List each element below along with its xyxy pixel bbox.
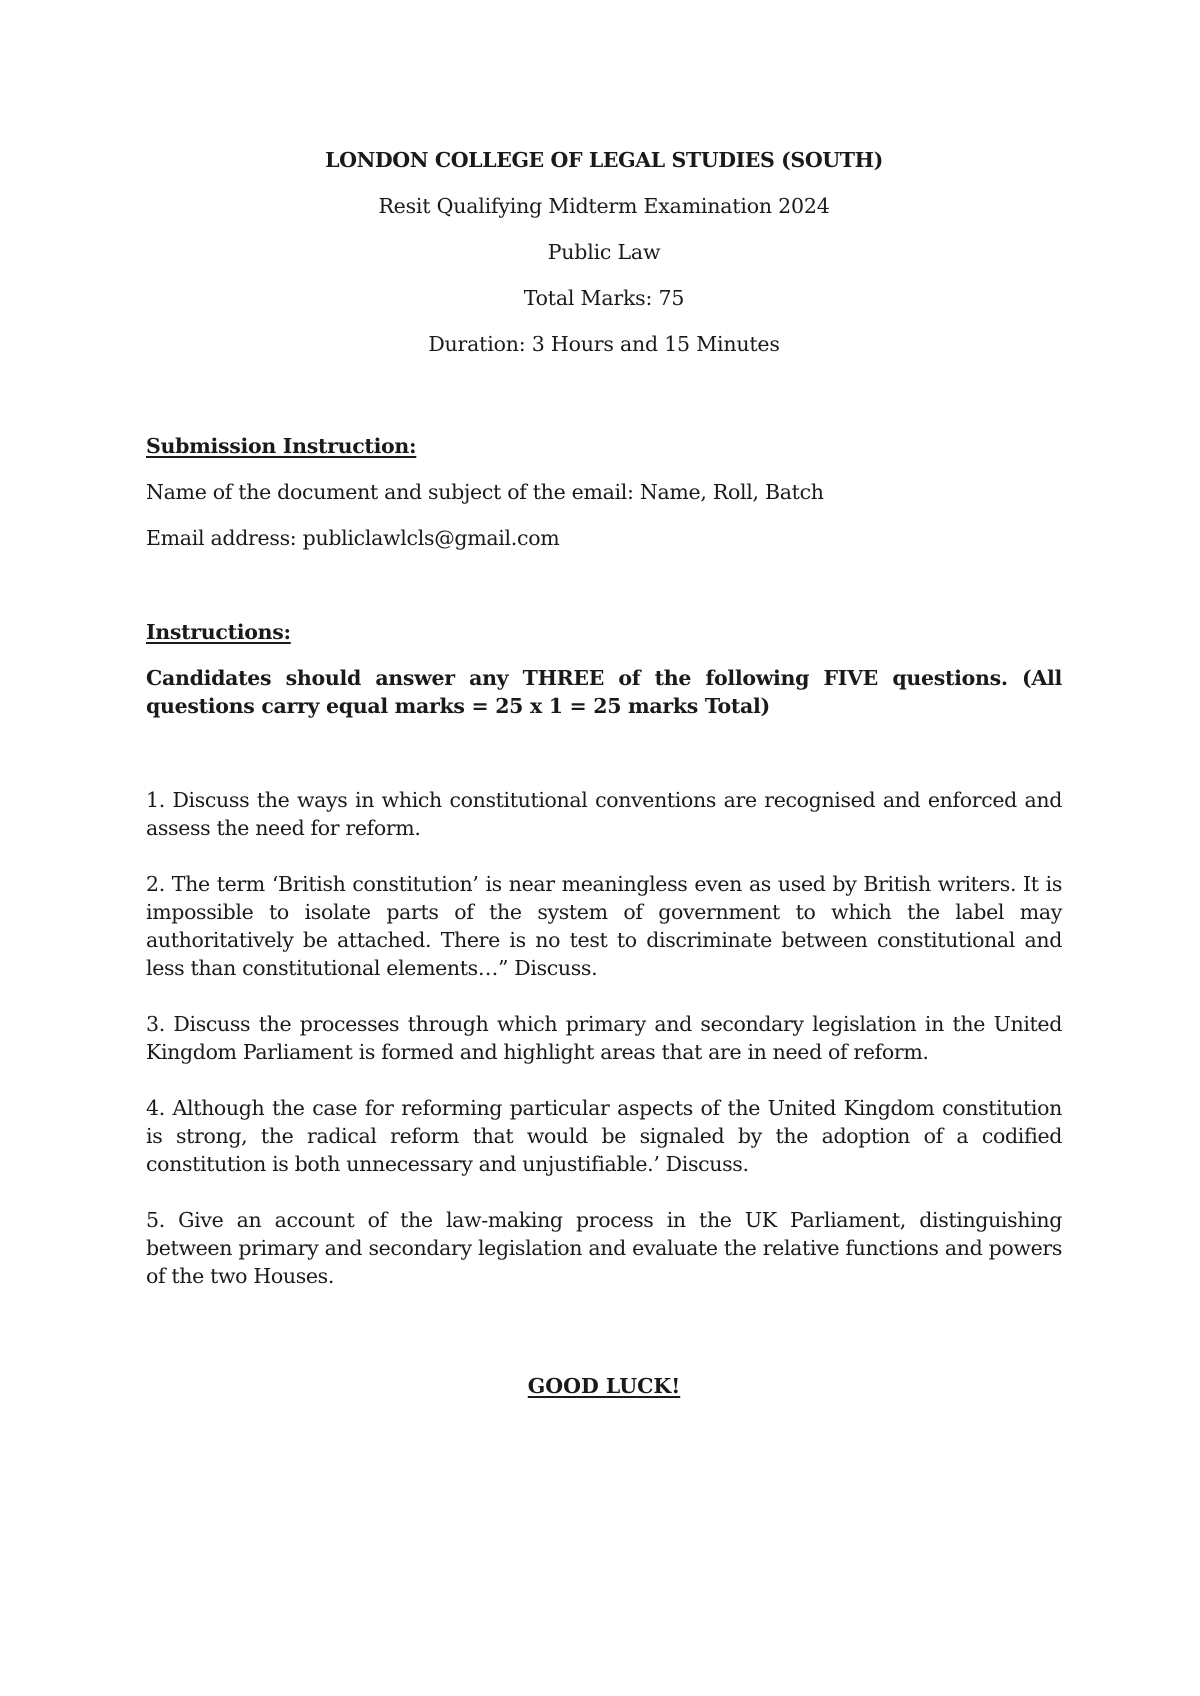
exam-page <box>146 0 1062 1696</box>
submission-email-address: Email address: publiclawlcls@gmail.com <box>146 526 560 550</box>
total-marks: Total Marks: 75 <box>523 286 685 310</box>
question-5: 5. Give an account of the law-making process in the UK Parliament, distinguishing between primary and secondary legislation and evaluate the relative functions and powers of the two Houses. <box>146 1208 1062 1288</box>
institution-name: LONDON COLLEGE OF LEGAL STUDIES (SOUTH) <box>325 148 883 172</box>
submission-document-name: Name of the document and subject of the email: Name, Roll, Batch <box>146 480 824 504</box>
question-4: 4. Although the case for reforming particular aspects of the United Kingdom constitution is strong, the radical reform that would be signaled by the adoption of a codified constitution is both unnecessary and unjustifiable.’ Discuss. <box>146 1096 1062 1176</box>
question-3: 3. Discuss the processes through which primary and secondary legislation in the United Kingdom Parliament is formed and highlight areas that are in need of reform. <box>146 1012 1062 1064</box>
good-luck-closing: GOOD LUCK! <box>527 1374 681 1398</box>
submission-heading: Submission Instruction: <box>146 434 417 458</box>
instructions-text: Candidates should answer any THREE of the following FIVE questions. (All questions carry equal marks = 25 x 1 = 25 marks Total) <box>146 666 1062 718</box>
exam-title: Resit Qualifying Midterm Examination 2024 <box>378 194 830 218</box>
exam-duration: Duration: 3 Hours and 15 Minutes <box>428 332 780 356</box>
question-1: 1. Discuss the ways in which constitutional conventions are recognised and enforced and assess the need for reform. <box>146 788 1062 840</box>
question-2: 2. The term ‘British constitution’ is near meaningless even as used by British writers. It is impossible to isolate parts of the system of government to which the label may authoritatively be attached. There is no test to discriminate between constitutional and less than constitutional elements…” Discuss. <box>146 872 1062 980</box>
subject-name: Public Law <box>547 240 661 264</box>
instructions-heading: Instructions: <box>146 620 291 644</box>
